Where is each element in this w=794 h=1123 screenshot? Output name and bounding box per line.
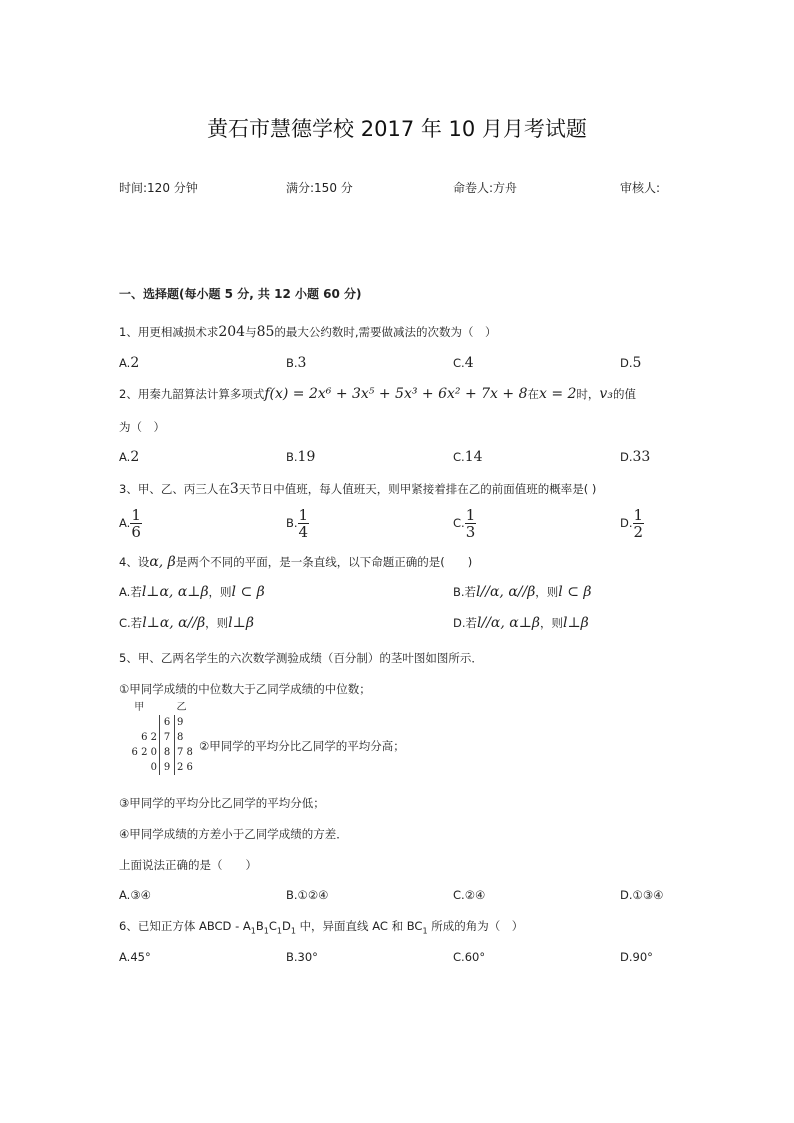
q2-option-d: D.33 xyxy=(620,449,651,465)
exam-reviewer: 审核人: xyxy=(620,181,661,195)
question-2-line-2: 为（ ） xyxy=(119,420,165,434)
q5-option-d: D.①③④ xyxy=(620,888,664,902)
q5-option-c: C.②④ xyxy=(453,888,486,902)
q5-option-b: B.①②④ xyxy=(286,888,329,902)
exam-author: 命卷人:方舟 xyxy=(453,181,518,195)
question-5: 5、甲、乙两名学生的六次数学测验成绩（百分制）的茎叶图如图所示． xyxy=(119,651,483,665)
q2-option-c: C.14 xyxy=(453,449,483,465)
stem-leaf-row: 6 2 0 8 7 8 xyxy=(131,747,193,758)
q5-statement-1: ①甲同学成绩的中位数大于乙同学成绩的中位数； xyxy=(119,682,371,696)
q5-statement-3: ③甲同学的平均分比乙同学的平均分低； xyxy=(119,796,325,810)
q4-option-c: C.若l⊥α, α//β，则l⊥β xyxy=(119,615,254,631)
question-1: 1、用更相减损术求204与85的最大公约数时,需要做减法的次数为（ ） xyxy=(119,324,497,340)
q6-option-c: C.60° xyxy=(453,950,486,964)
stem-leaf-row: 6 9 xyxy=(119,715,209,730)
q5-option-a: A.③④ xyxy=(119,888,151,902)
q3-option-a: A. $\frac{1}{6}$ xyxy=(119,506,141,541)
q4-option-a: A.若l⊥α, α⊥β，则l ⊂ β xyxy=(119,584,265,600)
exam-time: 时间:120 分钟 xyxy=(119,181,198,195)
q3-option-c: C. $\frac{1}{3}$ xyxy=(453,506,476,541)
stem-leaf-plot xyxy=(119,700,209,775)
question-4: 4、设α, β是两个不同的平面，是一条直线，以下命题正确的是( ) xyxy=(119,554,473,570)
q3-option-b: B. $\frac{1}{4}$ xyxy=(286,506,309,541)
q1-option-d: D.5 xyxy=(620,355,642,371)
q5-ask: 上面说法正确的是（ ） xyxy=(119,858,257,872)
q1-option-c: C.4 xyxy=(453,355,474,371)
q1-option-b: B.3 xyxy=(286,355,307,371)
page-title: 黄石市慧德学校 2017 年 10 月月考试题 xyxy=(207,117,587,141)
question-6: 6、已知正方体 ABCD - $A_1B_1C_1D_1$ 中，异面直线 AC 和 $BC_1$ 所成的角为（ ） xyxy=(119,919,524,936)
stem-leaf-row: 6 2 7 8 xyxy=(141,732,184,743)
q4-option-d: D.若l//α, α⊥β，则l⊥β xyxy=(453,615,589,631)
stem-leaf-head-right: 乙 xyxy=(176,702,187,713)
q6-option-d: D.90° xyxy=(620,950,653,964)
q2-option-b: B.19 xyxy=(286,449,316,465)
q1-option-a: A.2 xyxy=(119,355,140,371)
question-3: 3、甲、乙、丙三人在3天节日中值班，每人值班天，则甲紧接着排在乙的前面值班的概率是( ) xyxy=(119,481,597,497)
q5-statement-4: ④甲同学成绩的方差小于乙同学成绩的方差． xyxy=(119,827,348,841)
q3-option-d: D. $\frac{1}{2}$ xyxy=(620,506,644,541)
full-score: 满分:150 分 xyxy=(286,181,353,195)
q5-statement-2: ②甲同学的平均分比乙同学的平均分高； xyxy=(199,739,405,753)
q6-option-b: B.30° xyxy=(286,950,318,964)
stem-leaf-head-left: 甲 xyxy=(134,702,145,713)
section-heading: 一、选择题(每小题 5 分, 共 12 小题 60 分) xyxy=(119,287,362,301)
q4-option-b: B.若l//α, α//β，则l ⊂ β xyxy=(453,584,592,600)
q2-option-a: A.2 xyxy=(119,449,140,465)
question-2: 2、用秦九韶算法计算多项式f(x) = 2x⁶ + 3x⁵ + 5x³ + 6x² + 7x + 8在x = 2时，v₃的值 xyxy=(119,386,636,402)
q6-option-a: A.45° xyxy=(119,950,151,964)
stem-leaf-row: 0 9 2 6 xyxy=(150,762,193,773)
